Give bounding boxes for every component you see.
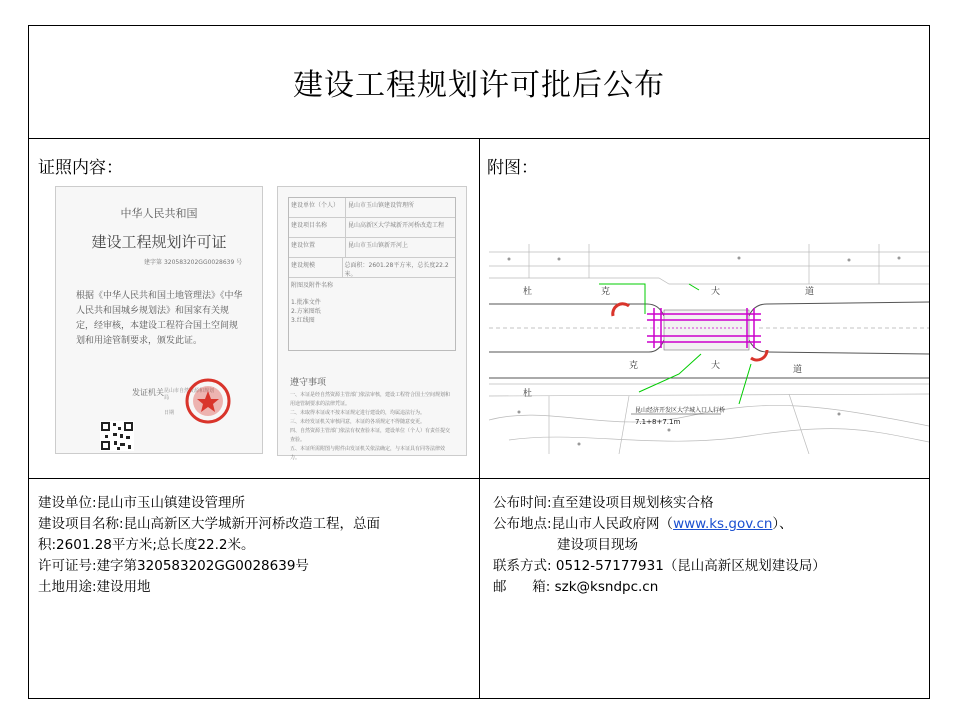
annex-row: 建设单位（个人） 昆山市玉山镇建设管理所 bbox=[289, 198, 455, 218]
annex-row: 建设位置 昆山市玉山镇新开河上 bbox=[289, 238, 455, 258]
road-label: 道 bbox=[805, 287, 815, 297]
certificate-annex-image bbox=[277, 186, 467, 461]
annex-row: 建设规模 总面积：2601.28平方米，总长度22.2米。 bbox=[289, 258, 455, 278]
contact-info: 联系方式: 0512-57177931（昆山高新区规划建设局） bbox=[493, 558, 826, 574]
certificate-body: 根据《中华人民共和国土地管理法》《中华人民共和国城乡规划法》和国家有关规定，经审核，本建设工程符合国土空间规划和用途管制要求，颁发此证。 bbox=[76, 291, 243, 346]
certificate-name: 建设工程规划许可证 bbox=[91, 233, 227, 251]
road-label: 克 bbox=[601, 287, 611, 297]
road-label: 大 bbox=[711, 361, 721, 371]
certificate-header: 证照内容： bbox=[38, 158, 123, 178]
project-info bbox=[38, 493, 474, 598]
government-website-link[interactable]: www.ks.gov.cn bbox=[673, 516, 773, 532]
road-label: 道 bbox=[793, 365, 803, 375]
road-label: 克 bbox=[629, 361, 639, 371]
annex-notice-title: 遵守事项 bbox=[290, 378, 327, 388]
map-annotation: 昆山经济开发区大学城入口人行桥 bbox=[635, 407, 726, 414]
publication-place-2: 建设项目现场 bbox=[557, 537, 638, 553]
certificate-issuer: 昆山市自然资源和规划局 bbox=[164, 388, 215, 401]
road-label: 大 bbox=[711, 287, 721, 297]
notice-frame bbox=[28, 25, 930, 699]
annex-row: 建设项目名称 昆山高新区大学城新开河桥改造工程 bbox=[289, 218, 455, 238]
site-plan-map bbox=[489, 244, 929, 454]
road-label: 杜 bbox=[523, 287, 533, 297]
certificate-number: 建字第 320583202GG0028639 号 bbox=[144, 259, 243, 266]
map-header: 附图： bbox=[487, 158, 538, 178]
land-use: 土地用途:建设用地 bbox=[38, 579, 151, 595]
project-name-continued: 积:2601.28平方米;总长度22.2米。 bbox=[38, 537, 255, 553]
map-dimension: 7.1+8+7.1m bbox=[635, 418, 681, 426]
email-info: 邮 箱: szk@ksndpc.cn bbox=[493, 579, 659, 595]
annex-attachments: 附图及附件名称 1.批准文件 2.方案图纸 3.红线图 bbox=[291, 282, 334, 324]
divider-columns bbox=[479, 138, 480, 699]
certificate-image bbox=[55, 186, 263, 454]
publication-info bbox=[493, 493, 923, 598]
publication-time: 公布时间:直至建设项目规划核实合格 bbox=[493, 495, 714, 511]
publication-place: 公布地点:昆山市人民政府网（www.ks.gov.cn）、 bbox=[493, 516, 793, 532]
certificate-date-label: 日期 bbox=[164, 410, 175, 416]
construction-unit: 建设单位:昆山市玉山镇建设管理所 bbox=[38, 495, 246, 511]
road-label: 杜 bbox=[523, 389, 533, 399]
project-name: 建设项目名称:昆山高新区大学城新开河桥改造工程，总面 bbox=[38, 516, 381, 532]
official-seal-icon bbox=[184, 377, 232, 425]
annex-table bbox=[288, 197, 456, 351]
certificate-country: 中华人民共和国 bbox=[120, 207, 198, 220]
qr-code-icon bbox=[100, 421, 134, 451]
annex-notices: 一、本证是经自然资源主管部门依法审核，建设工程符合国土空间规划和用途管制要求的法律凭证。 二、未取得本证或不按本证规定进行建设的，均属违法行为。 三、未经发证机关审核同意，本证的各项规定不得随意变更。 四、自然资源主管部门依法有权查验本证，建设单位（个人）有责任提交查验。 五、本证所需附图与附件由发证机关依法确定，与本证具有同等法律效力。 bbox=[290, 392, 451, 461]
page-title: 建设工程规划许可批后公布 bbox=[293, 68, 665, 103]
license-number: 许可证号:建字第320583202GG0028639号 bbox=[38, 558, 309, 574]
certificate-issuer-label: 发证机关 bbox=[132, 388, 164, 397]
